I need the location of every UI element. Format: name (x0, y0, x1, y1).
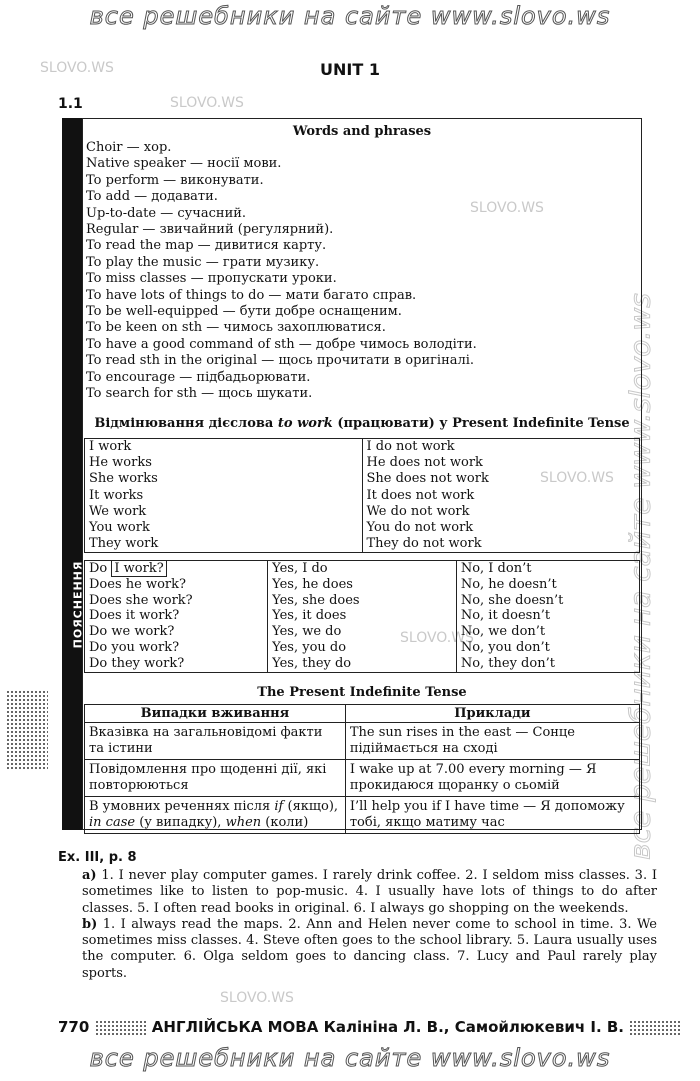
word-item: To have lots of things to do — мати багато справ. (86, 287, 417, 303)
affirmative-form: I work (89, 439, 132, 454)
example-cell: I wake up at 7.00 every morning — Я прокидаюся щоранку о сьомій (345, 760, 639, 797)
unit-title: UNIT 1 (320, 60, 380, 79)
negative-form: He does not work (366, 455, 483, 471)
present-indefinite-title: The Present Indefinite Tense (257, 685, 467, 700)
yes-answer: Yes, they do (272, 655, 352, 671)
watermark-small: SLOVO.WS (470, 200, 544, 216)
question-form (89, 561, 263, 577)
negative-form: I do not work (366, 439, 455, 454)
section-number: 1.1 (58, 96, 83, 112)
sidebar-label: ПОЯСНЕННЯ (71, 560, 85, 649)
question-form: Does she work? (89, 592, 193, 608)
question-form: Does he work? (89, 576, 186, 592)
no-answer: No, we don’t (460, 624, 546, 640)
question-form: Do we work? (89, 624, 175, 640)
word-item: To be well-equipped — бути добре оснащеним. (86, 304, 402, 320)
conjugation-title-verb: to work (277, 416, 333, 431)
exercise-a-text: 1. I never play computer games. I rarely drink coffee. 2. I seldom miss classes. 3. I sometimes like to listen to pop-music. 4. I usually have lots of things to do after classes. 5. I often read books in original. 6. I always go shopping on the weekends. (82, 868, 658, 916)
watermark-bottom: все решебники на сайте www.slovo.ws (89, 1044, 611, 1072)
word-item: Choir — хор. (86, 140, 172, 155)
affirmative-form: They work (89, 536, 159, 552)
yes-answer: Yes, it does (272, 608, 347, 624)
case-text: (у випадку), (135, 815, 226, 830)
affirmative-form: It works (89, 487, 144, 503)
questions-table (84, 560, 640, 673)
yes-answer: Yes, I do (272, 561, 328, 576)
footer-dots-left (95, 1020, 147, 1036)
watermark-small: SLOVO.WS (540, 470, 614, 486)
yes-column (268, 561, 457, 673)
no-answer: No, she doesn’t (460, 592, 564, 608)
exercise-a-label: a) (82, 868, 97, 883)
question-boxed: I work? (111, 560, 166, 577)
word-item: To add — додавати. (86, 189, 218, 205)
conjugation-title (82, 416, 642, 431)
no-answer: No, it doesn’t (460, 608, 551, 624)
watermark-small: SLOVO.WS (220, 990, 294, 1006)
exercise-heading: Ex. III, p. 8 (58, 850, 137, 865)
word-item: Regular — звичайний (регулярний). (86, 222, 334, 238)
watermark-top: все решебники на сайте www.slovo.ws (89, 2, 611, 30)
word-item: Up-to-date — сучасний. (86, 205, 247, 221)
yes-answer: Yes, you do (272, 639, 347, 655)
case-cell (85, 797, 346, 834)
page-footer (58, 1018, 658, 1036)
footer-text: АНГЛІЙСЬКА МОВА Калініна Л. В., Самойлюкевич І. В. (151, 1018, 625, 1036)
negative-form: They do not work (366, 536, 482, 552)
watermark-small: SLOVO.WS (170, 95, 244, 111)
negative-form: She does not work (366, 471, 489, 487)
watermark-small: SLOVO.WS (40, 60, 114, 76)
word-item: To encourage — підбадьорювати. (86, 369, 311, 385)
case-text: (коли) (261, 815, 309, 830)
no-answer: No, I don’t (460, 561, 532, 576)
negative-form: We do not work (366, 503, 470, 519)
affirmative-form: She works (89, 471, 158, 487)
yes-answer: Yes, we do (272, 624, 342, 640)
negative-column (362, 439, 640, 553)
watermark-small: SLOVO.WS (400, 630, 474, 646)
affirmative-form: He works (89, 455, 152, 471)
no-answer: No, he doesn’t (460, 576, 557, 592)
no-column (456, 561, 639, 673)
footer-dots-right (629, 1020, 681, 1036)
exercise-b-text: 1. I always read the maps. 2. Ann and Helen never come to school in time. 3. We sometimes miss classes. 4. Steve often goes to the school library. 5. Laura usually uses the computer. 6. Olga seldom goes to dancing class. 7. Lucy and Paul rarely play sports. (82, 916, 657, 981)
yes-answer: Yes, she does (272, 592, 360, 608)
sidebar-bar (62, 118, 85, 830)
no-answer: No, they don’t (460, 655, 555, 671)
exercise-part-a (82, 868, 657, 917)
word-item: To read sth in the original — щось прочитати в оригіналі. (86, 353, 475, 369)
word-item: To perform — виконувати. (86, 172, 264, 188)
negative-form: It does not work (366, 487, 475, 503)
case-cell: Вказівка на загальновідомі факти та істини (85, 723, 346, 760)
word-item: To play the music — грати музику. (86, 254, 320, 270)
present-indefinite-table (84, 704, 640, 834)
conjugation-title-pre: Відмінювання дієслова (94, 416, 278, 431)
word-item: To miss classes — пропускати уроки. (86, 271, 337, 287)
word-item: To be keen on sth — чимось захоплюватися. (86, 320, 386, 336)
case-text: (якщо), (283, 799, 339, 814)
cases-header: Випадки вживання (85, 705, 346, 723)
conjugation-table (84, 438, 640, 553)
case-text: В умовних реченнях після (89, 799, 275, 814)
exercise-text (82, 868, 657, 982)
conjugation-title-post: (працювати) у Present Indefinite Tense (332, 416, 630, 431)
questions-column (85, 561, 268, 673)
exercise-part-b (82, 917, 657, 982)
question-form: Does it work? (89, 608, 180, 624)
page-number: 770 (58, 1018, 90, 1036)
case-keyword: if (274, 799, 284, 814)
question-prefix: Do (89, 561, 112, 576)
case-keyword: in case (89, 815, 136, 830)
case-keyword: when (225, 815, 262, 830)
affirmative-column (85, 439, 363, 553)
word-item: To have a good command of sth — добре чимось володіти. (86, 336, 477, 352)
affirmative-form: You work (89, 519, 150, 535)
negative-form: You do not work (366, 519, 474, 535)
word-item: To read the map — дивитися карту. (86, 238, 327, 254)
question-form: Do you work? (89, 639, 180, 655)
yes-answer: Yes, he does (272, 576, 353, 592)
exercise-b-label: b) (82, 916, 98, 932)
watermark-side: все решебники на сайте www.slovo.ws (623, 293, 657, 860)
question-form: Do they work? (89, 655, 185, 671)
example-cell: The sun rises in the east — Сонце підіймається на сході (345, 723, 639, 760)
examples-header: Приклади (345, 705, 639, 723)
affirmative-form: We work (89, 503, 147, 519)
example-cell: I’ll help you if I have time — Я допоможу тобі, якщо матиму час (345, 797, 639, 834)
words-title: Words and phrases (292, 124, 432, 139)
word-item: To search for sth — щось шукати. (86, 386, 313, 402)
word-item: Native speaker — носії мови. (86, 156, 282, 172)
words-list (86, 140, 477, 403)
case-cell: Повідомлення про щоденні дії, які повторюються (85, 760, 346, 797)
no-answer: No, you don’t (460, 639, 550, 655)
checker-pattern (6, 690, 48, 770)
